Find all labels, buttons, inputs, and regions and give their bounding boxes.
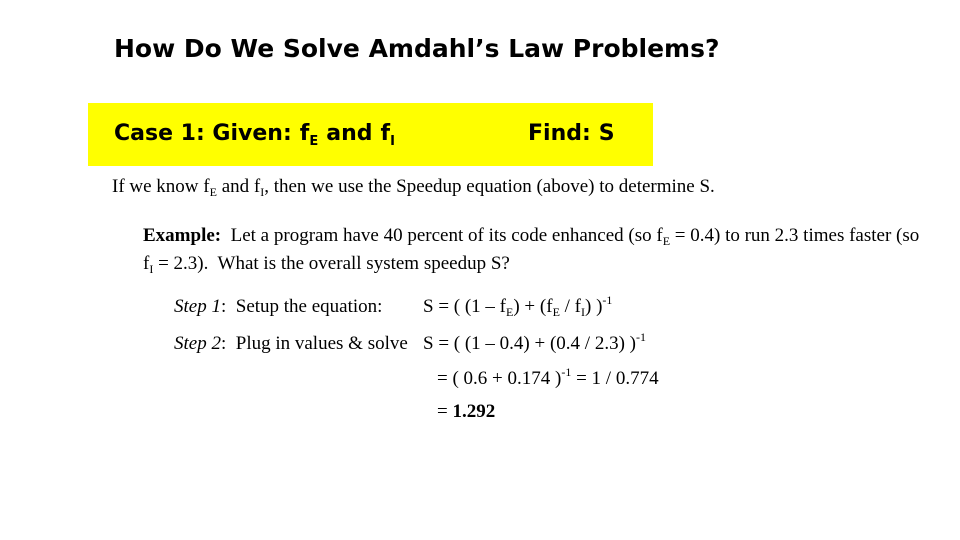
case-given: [114, 121, 395, 149]
example-label: Example:: [143, 225, 222, 246]
intro-sentence: If we know $f_E$ and $f_I$, then we use the Speedup equation (above) to determine S.: [112, 176, 715, 199]
f-i-symbol: $f_I$: [380, 121, 395, 149]
slide-title: How Do We Solve Amdahl’s Law Problems?: [114, 34, 720, 63]
result-value: 1.292: [452, 401, 496, 422]
example-line-1: Example: Let a program have 40 percent of its code enhanced (so $f_E = 0.4$) to run 2.3 times faster (so: [143, 225, 920, 248]
step-1-label: Step 1: Setup the equation:: [174, 296, 383, 317]
example-line-2: $f_I = 2.3$). What is the overall system speedup S?: [143, 253, 510, 276]
step-2-label: Step 2: Plug in values & solve: [174, 333, 408, 354]
step-1-equation: S = ( $(1 - f_E) + (f_E / f_I)$ )$^{-1}$: [423, 293, 613, 319]
solution-line-3: = ( 0.6 + 0.174 )$^{-1}$ = 1 / 0.774: [437, 365, 659, 389]
step-2-equation: S = ( (1 – 0.4) + (0.4 / 2.3) )$^{-1}$: [423, 330, 646, 354]
case-label: Case 1: Given:: [114, 121, 292, 146]
solution-result: = 1.292: [437, 401, 496, 422]
and-word: and: [326, 121, 373, 146]
f-e-symbol: $f_E$: [299, 121, 319, 149]
case-find: [528, 121, 615, 146]
find-label: Find:: [528, 121, 591, 146]
case-highlight-box: [88, 103, 653, 166]
find-value: S: [598, 121, 615, 146]
